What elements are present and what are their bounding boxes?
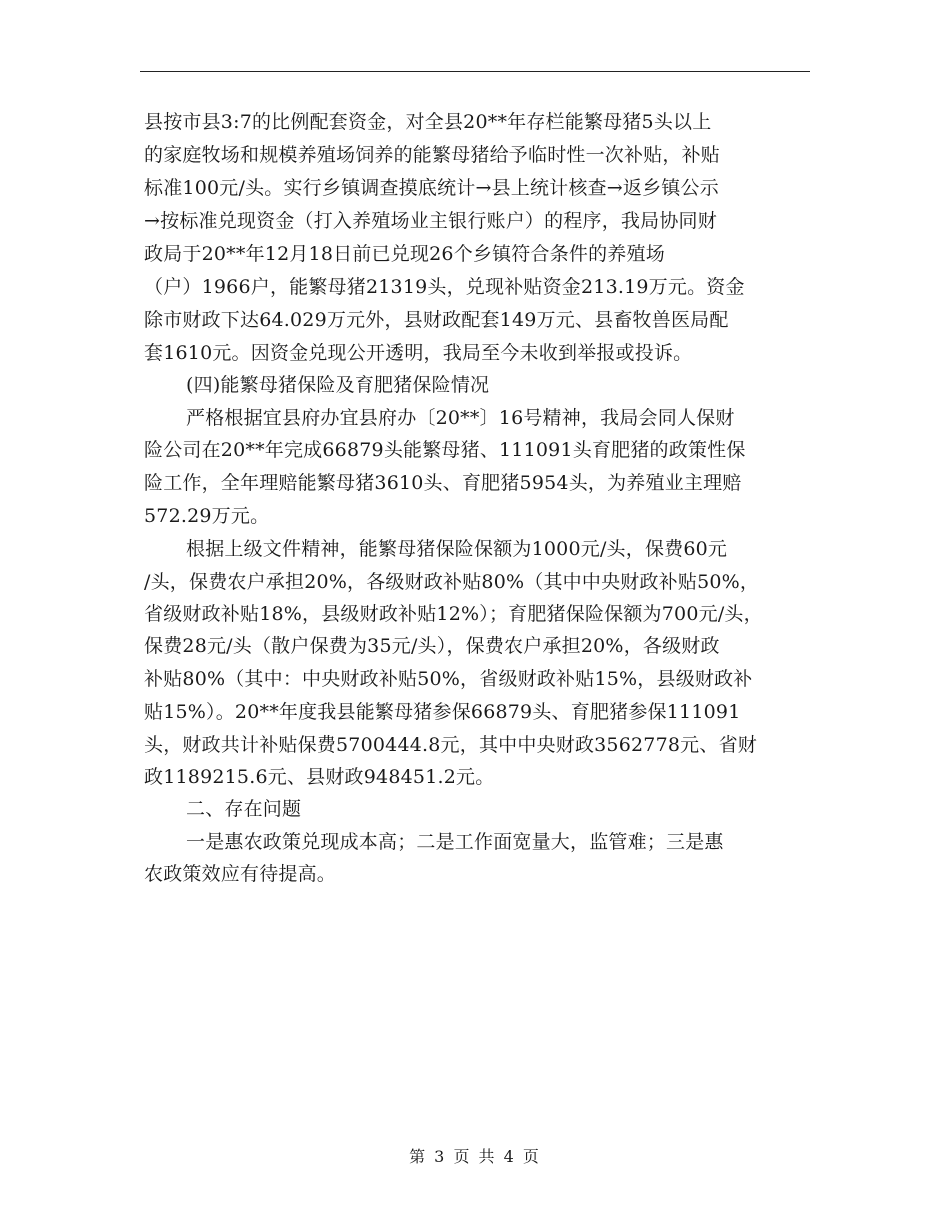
text-line: 政1189215.6元、县财政948451.2元。	[144, 766, 495, 788]
text-line: 补贴80%（其中：中央财政补贴50%，省级财政补贴15%，县级财政补	[144, 668, 753, 690]
text-line: 一是惠农政策兑现成本高；二是工作面宽量大，监管难；三是惠	[186, 831, 724, 853]
section-heading: 二、存在问题	[186, 798, 302, 820]
text-line: （户）1966户，能繁母猪21319头，兑现补贴资金213.19万元。资金	[144, 276, 745, 298]
text-line: 572.29万元。	[144, 505, 270, 527]
text-line: 县按市县3:7的比例配套资金，对全县20**年存栏能繁母猪5头以上	[144, 111, 712, 133]
text-line: →按标准兑现资金（打入养殖场业主银行账户）的程序，我局协同财	[144, 210, 717, 232]
text-line: 的家庭牧场和规模养殖场饲养的能繁母猪给予临时性一次补贴，补贴	[144, 144, 721, 166]
text-line: 保费28元/头（散户保费为35元/头），保费农户承担20%，各级财政	[144, 635, 720, 657]
text-line: 头，财政共计补贴保费5700444.8元，其中中央财政3562778元、省财	[144, 734, 757, 756]
text-line: 套1610元。因资金兑现公开透明，我局至今未收到举报或投诉。	[144, 342, 693, 364]
page-footer: 第 3 页 共 4 页	[409, 1147, 541, 1166]
text-line: 除市财政下达64.029万元外，县财政配套149万元、县畜牧兽医局配	[144, 309, 729, 331]
text-line: 标准100元/头。实行乡镇调查摸底统计→县上统计核查→返乡镇公示	[144, 177, 719, 199]
text-line: 险公司在20**年完成66879头能繁母猪、111091头育肥猪的政策性保	[144, 439, 746, 461]
text-line: 严格根据宜县府办宜县府办〔20**〕16号精神，我局会同人保财	[186, 407, 735, 429]
section-heading: (四)能繁母猪保险及育肥猪保险情况	[186, 374, 490, 396]
text-line: 农政策效应有待提高。	[144, 863, 337, 885]
text-line: 省级财政补贴18%，县级财政补贴12%）；育肥猪保险保额为700元/头，	[144, 603, 763, 625]
text-line: 根据上级文件精神，能繁母猪保险保额为1000元/头，保费60元	[186, 538, 728, 560]
text-line: 险工作，全年理赔能繁母猪3610头、育肥猪5954头，为养殖业主理赔	[144, 472, 742, 494]
text-line: 贴15%）。20**年度我县能繁母猪参保66879头、育肥猪参保111091	[144, 701, 741, 723]
text-line: /头，保费农户承担20%，各级财政补贴80%（其中中央财政补贴50%，	[144, 571, 760, 593]
text-line: 政局于20**年12月18日前已兑现26个乡镇符合条件的养殖场	[144, 243, 665, 265]
